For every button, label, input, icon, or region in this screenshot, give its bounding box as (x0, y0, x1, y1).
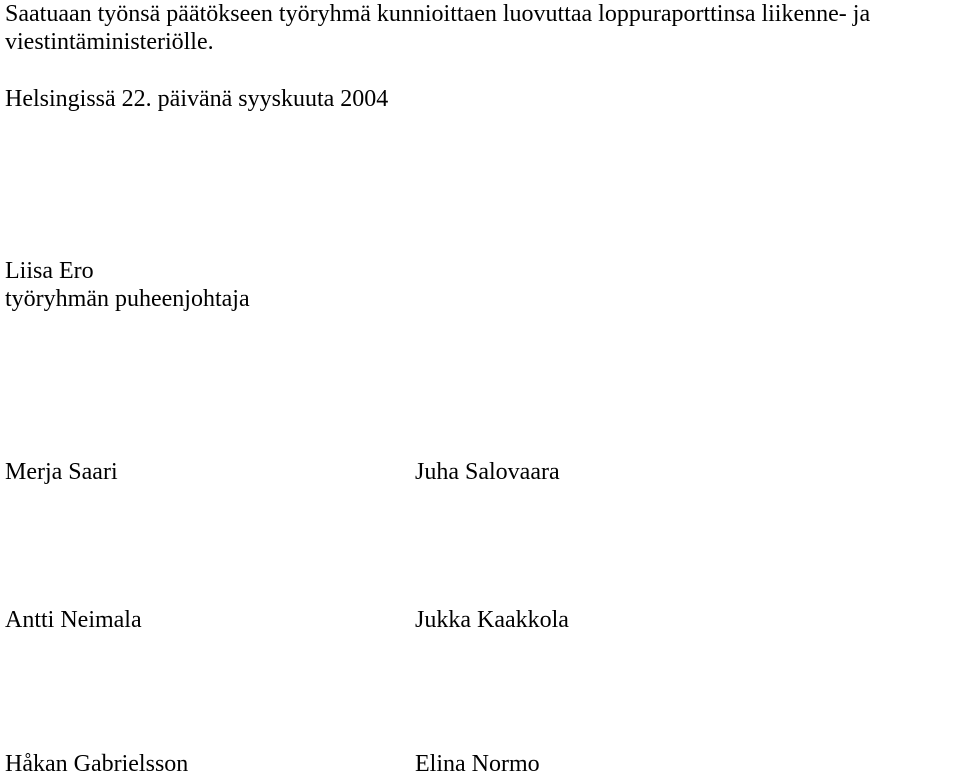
chair-name: Liisa Ero (5, 258, 94, 284)
member-name: Elina Normo (415, 751, 540, 777)
member-name: Juha Salovaara (415, 459, 560, 485)
place-and-date: Helsingissä 22. päivänä syyskuuta 2004 (5, 86, 389, 112)
member-name: Jukka Kaakkola (415, 607, 569, 633)
member-name: Merja Saari (5, 459, 118, 485)
intro-text-line-1: Saatuaan työnsä päätökseen työryhmä kunnioittaen luovuttaa loppuraporttinsa liikenne- ja (5, 1, 871, 27)
member-name: Håkan Gabrielsson (5, 751, 189, 777)
intro-text-line-2: viestintäministeriölle. (5, 29, 214, 55)
chair-role: työryhmän puheenjohtaja (5, 286, 250, 312)
member-name: Antti Neimala (5, 607, 142, 633)
